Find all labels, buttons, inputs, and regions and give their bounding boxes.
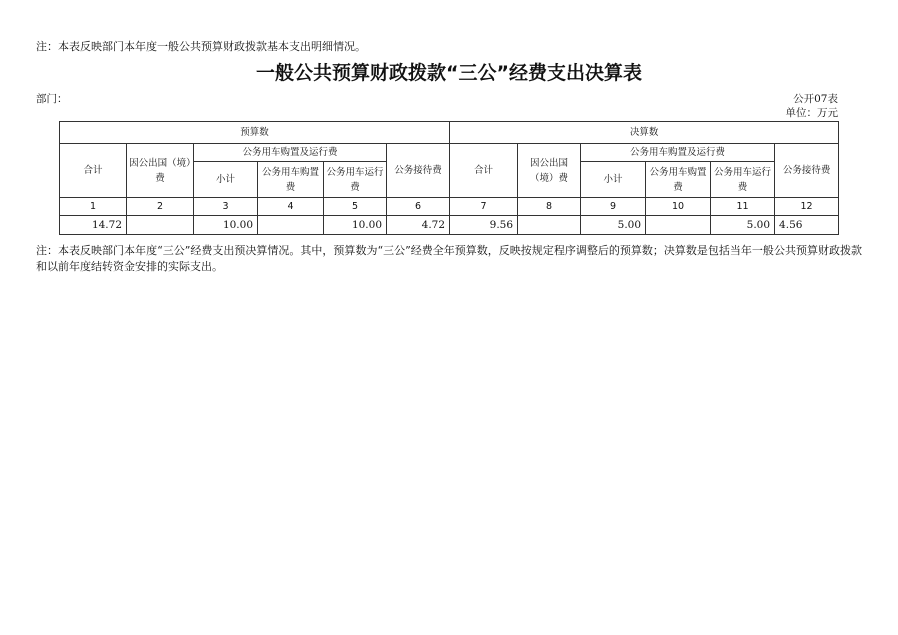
- page-title: 一般公共预算财政拨款“三公”经费支出决算表: [256, 62, 642, 84]
- final-reception-value: 4.56: [775, 216, 839, 235]
- final-abroad-value: [518, 216, 581, 235]
- column-number: 8: [518, 198, 581, 216]
- column-number: 1: [60, 198, 127, 216]
- table-row: [60, 216, 839, 235]
- budget-vehicle-header: 公务用车购置及运行费: [194, 144, 387, 162]
- column-number: 10: [646, 198, 711, 216]
- final-subtotal-value: 5.00: [581, 216, 646, 235]
- budget-group-header: 预算数: [60, 122, 450, 144]
- column-number: 6: [387, 198, 450, 216]
- bottom-note: 注：本表反映部门本年度“三公”经费支出预决算情况。其中，预算数为“三公”经费全年预算数，反映按规定程序调整后的预算数；决算数是包括当年一般公共预算财政拨款和以前年度结转资金安排的实际支出。: [36, 244, 862, 273]
- column-number-row: [60, 198, 839, 216]
- department-label: 部门：: [36, 93, 68, 105]
- column-number: 11: [711, 198, 775, 216]
- budget-subtotal-value: 10.00: [194, 216, 258, 235]
- column-number: 12: [775, 198, 839, 216]
- final-vehicle-operation-header: 公务用车运行费: [711, 162, 775, 198]
- column-number: 7: [450, 198, 518, 216]
- final-subtotal-header: 小计: [581, 162, 646, 198]
- column-number: 3: [194, 198, 258, 216]
- group-header-row: [60, 122, 839, 144]
- budget-vehicle-operation-header: 公务用车运行费: [324, 162, 387, 198]
- budget-abroad-value: [127, 216, 194, 235]
- column-number: 9: [581, 198, 646, 216]
- column-number: 2: [127, 198, 194, 216]
- budget-reception-header: 公务接待费: [387, 144, 450, 198]
- budget-subtotal-header: 小计: [194, 162, 258, 198]
- final-vehicle-purchase-header: 公务用车购置费: [646, 162, 711, 198]
- budget-vehicle-operation-value: 10.00: [324, 216, 387, 235]
- final-vehicle-purchase-value: [646, 216, 711, 235]
- form-code: 公开07表: [793, 93, 838, 105]
- final-vehicle-header: 公务用车购置及运行费: [581, 144, 775, 162]
- top-note: 注：本表反映部门本年度一般公共预算财政拨款基本支出明细情况。: [36, 40, 366, 53]
- column-number: 5: [324, 198, 387, 216]
- budget-vehicle-purchase-header: 公务用车购置费: [258, 162, 324, 198]
- column-header-row-1: [60, 144, 839, 162]
- final-group-header: 决算数: [450, 122, 839, 144]
- final-reception-header: 公务接待费: [775, 144, 839, 198]
- budget-vehicle-purchase-value: [258, 216, 324, 235]
- column-number: 4: [258, 198, 324, 216]
- budget-abroad-header: 因公出国（境）费: [127, 144, 194, 198]
- three-public-expenses-table: [59, 121, 839, 235]
- budget-total-value: 14.72: [60, 216, 127, 235]
- unit-label: 单位：万元: [785, 107, 838, 119]
- final-total-header: 合计: [450, 144, 518, 198]
- final-abroad-header: 因公出国（境）费: [518, 144, 581, 198]
- final-vehicle-operation-value: 5.00: [711, 216, 775, 235]
- final-total-value: 9.56: [450, 216, 518, 235]
- budget-total-header: 合计: [60, 144, 127, 198]
- budget-reception-value: 4.72: [387, 216, 450, 235]
